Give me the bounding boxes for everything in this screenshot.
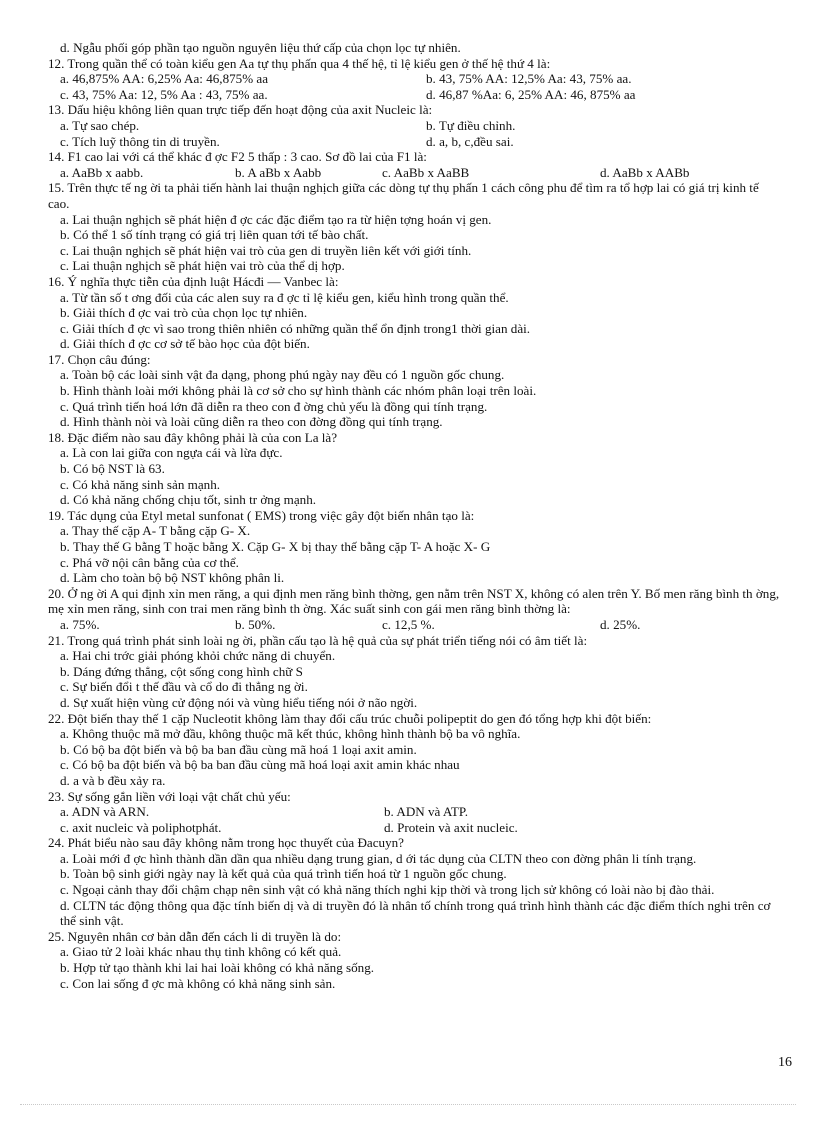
- question-15: 15. Trên thực tế ng ời ta phải tiến hành lai thuận nghịch giữa các dòng tự thụ phấn 1 cách công phu để tìm ra tổ hợp lai có giá trị kinh tế cao.: [48, 180, 759, 211]
- answer-22a: a. Không thuộc mã mở đầu, không thuộc mã kết thúc, không hình thành bộ ba vô nghĩa.: [60, 726, 521, 742]
- answer-24b: b. Toàn bộ sinh giới ngày nay là kết quả của quá trình tiến hoá từ 1 nguồn gốc chung.: [60, 866, 507, 882]
- question-24: 24. Phát biểu nào sau đây không nằm trong học thuyết của Đacuyn?: [48, 835, 404, 851]
- answer-16a: a. Từ tần số t ơng đối của các alen suy ra đ ợc tỉ lệ kiểu gen, kiểu hình trong quần thể.: [60, 289, 509, 305]
- answer-19d: d. Làm cho toàn bộ bộ NST không phân li.: [60, 570, 285, 586]
- page-bottom-rule: [20, 1104, 796, 1105]
- question-16: 16. Ý nghĩa thực tiễn của định luật Hácđi — Vanbec là:: [48, 273, 339, 289]
- answer-15d: c. Lai thuận nghịch sẽ phát hiện vai trò của thể dị hợp.: [60, 258, 345, 274]
- answer-23b: b. ADN và ATP.: [384, 804, 469, 820]
- answer-24d: d. CLTN tác động thông qua đặc tính biến dị và di truyền đó là nhân tố chính trong quá trình hình thành các đặc điểm thích nghi trên cơ thể sinh vật.: [60, 897, 771, 929]
- question-18: 18. Đặc điểm nào sau đây không phải là của con La là?: [48, 429, 338, 445]
- answer-23c: c. axit nucleic và poliphotphát.: [60, 819, 222, 835]
- question-20: 20. Ở ng ời A qui định xỉn men răng, a qui định men răng bình thờng, gen nằm trên NST X, không có alen trên Y. Bố men răng bình th ờng, mẹ xỉn men răng, sinh con trai men răng bình th ờng. Xác suất sinh con gái men răng bình thờng là:: [48, 585, 780, 617]
- answer-14a: a. AaBb x aabb.: [60, 164, 144, 180]
- answer-13c: c. Tích luỹ thông tin di truyền.: [60, 133, 220, 149]
- question-12: 12. Trong quần thể có toàn kiểu gen Aa tự thụ phấn qua 4 thế hệ, tỉ lệ kiểu gen ở thế hệ thứ 4 là:: [48, 55, 551, 71]
- answer-15c: c. Lai thuận nghịch sẽ phát hiện vai trò của gen di truyền liên kết với giới tính.: [60, 242, 472, 258]
- answer-row: [48, 804, 783, 820]
- answer-16c: c. Giải thích đ ợc vì sao trong thiên nhiên có những quần thể ổn định trong1 thời gian dài.: [60, 320, 531, 336]
- answer-25c: c. Con lai sống đ ợc mà không có khả năng sinh sản.: [60, 975, 336, 991]
- answer-14c: c. AaBb x AaBB: [382, 164, 470, 180]
- document-body: [48, 40, 783, 991]
- answer-21d: d. Sự xuất hiện vùng cử động nói và vùng hiểu tiếng nói ở não ngời.: [60, 694, 418, 710]
- answer-row: [48, 134, 783, 150]
- answer-18c: c. Có khả năng sinh sản mạnh.: [60, 476, 221, 492]
- answer-14d: d. AaBb x AABb: [600, 164, 690, 180]
- answer-20c: c. 12,5 %.: [382, 616, 435, 632]
- answer-15a: a. Lai thuận nghịch sẽ phát hiện đ ợc các đặc điểm tạo ra từ hiện tợng hoán vị gen.: [60, 211, 492, 227]
- question-22: 22. Đột biến thay thế 1 cặp Nucleotit không làm thay đổi cấu trúc chuỗi polipeptit do gen đó tổng hợp khi đột biến:: [48, 710, 652, 726]
- answer-12a: a. 46,875% AA: 6,25% Aa: 46,875% aa: [60, 71, 269, 87]
- answer-16b: b. Giải thích đ ợc vai trò của chọn lọc tự nhiên.: [60, 305, 308, 321]
- answer-17c: c. Quá trình tiến hoá lớn đã diễn ra theo con đ ờng chủ yếu là đồng qui tính trạng.: [60, 398, 488, 414]
- answer-22d: d. a và b đều xảy ra.: [60, 772, 166, 788]
- answer-20a: a. 75%.: [60, 616, 100, 632]
- answer-13d: d. a, b, c,đều sai.: [426, 133, 514, 149]
- answer-16d: d. Giải thích đ ợc cơ sở tế bào học của đột biến.: [60, 336, 310, 352]
- answer-19b: b. Thay thế G bằng T hoặc bằng X. Cặp G- X bị thay thế bằng cặp T- A hoặc X- G: [60, 539, 491, 554]
- page-number: 16: [778, 1055, 792, 1070]
- answer-12c: c. 43, 75% Aa: 12, 5% Aa : 43, 75% aa.: [60, 86, 268, 102]
- answer-row: [48, 118, 783, 134]
- answer-25a: a. Giao tử 2 loài khác nhau thụ tinh không có kết quả.: [60, 944, 342, 960]
- answer-18a: a. Là con lai giữa con ngựa cái và lừa đực.: [60, 445, 283, 461]
- answer-22c: c. Có bộ ba đột biến và bộ ba ban đầu cùng mã hoá loại axit amin khác nhau: [60, 757, 460, 773]
- answer-21a: a. Hai chi trớc giải phóng khỏi chức năng di chuyển.: [60, 648, 336, 664]
- answer-24c: c. Ngoại cảnh thay đổi chậm chạp nên sinh vật có khả năng thích nghi kịp thời và trong lịch sử không có loài nào bị đào thải.: [60, 882, 715, 898]
- answer-18b: b. Có bộ NST là 63.: [60, 461, 165, 477]
- question-21: 21. Trong quá trình phát sinh loài ng ời, phần cấu tạo là hệ quả của sự phát triển tiếng nói có âm tiết là:: [48, 632, 588, 648]
- answer-17b: b. Hình thành loài mới không phải là cơ sở cho sự hình thành các nhóm phân loại trên loài.: [60, 383, 537, 399]
- answer-17d: d. Hình thành nòi và loài cũng diễn ra theo con đờng đồng qui tính trạng.: [60, 414, 443, 430]
- answer-14b: b. A aBb x Aabb: [235, 164, 322, 180]
- answer-24a: a. Loài mới đ ợc hình thành dần dần qua nhiều dạng trung gian, d ới tác dụng của CLTN theo con đờng phân li tính trạng.: [60, 850, 697, 866]
- answer-13a: a. Tự sao chép.: [60, 117, 140, 133]
- answer-row: [48, 165, 783, 181]
- answer-12b: b. 43, 75% AA: 12,5% Aa: 43, 75% aa.: [426, 71, 632, 87]
- answer-row: [48, 820, 783, 836]
- answer-12d: d. 46,87 %Aa: 6, 25% AA: 46, 875% aa: [426, 86, 636, 102]
- answer-22b: b. Có bộ ba đột biến và bộ ba ban đầu cùng mã hoá 1 loại axit amin.: [60, 741, 417, 757]
- answer-21c: c. Sự biến đổi t thế đầu và cổ do đi thẳng ng ời.: [60, 679, 308, 695]
- answer-25b: b. Hợp tử tạo thành khi lai hai loài không có khả năng sống.: [60, 960, 375, 976]
- question-13: 13. Dấu hiệu không liên quan trực tiếp đến hoạt động của axit Nucleic là:: [48, 102, 433, 118]
- answer-21b: b. Dáng đứng thẳng, cột sống cong hình chữ S: [60, 663, 303, 679]
- question-23: 23. Sự sống gắn liền với loại vật chất chủ yếu:: [48, 788, 291, 804]
- answer-23a: a. ADN và ARN.: [60, 804, 150, 820]
- answer-19c: c. Phá vỡ nội cân bằng của cơ thể.: [60, 554, 239, 570]
- question-19: 19. Tác dụng của Etyl metal sunfonat ( EMS) trong việc gây đột biến nhân tạo là:: [48, 507, 475, 523]
- question-25: 25. Nguyên nhân cơ bản dẫn đến cách li di truyền là do:: [48, 928, 342, 944]
- answer-row: [48, 71, 783, 87]
- question-14: 14. F1 cao lai với cá thể khác đ ợc F2 5 thấp : 3 cao. Sơ đồ lai của F1 là:: [48, 149, 427, 165]
- answer-20b: b. 50%.: [235, 616, 276, 632]
- answer-19a: a. Thay thế cặp A- T bằng cặp G- X.: [60, 523, 251, 539]
- answer-18d: d. Có khả năng chống chịu tốt, sinh tr ởng mạnh.: [60, 492, 317, 508]
- question-17: 17. Chọn câu đúng:: [48, 351, 151, 367]
- answer-23d: d. Protein và axit nucleic.: [384, 819, 518, 835]
- answer-row: [48, 617, 783, 633]
- answer-15b: b. Có thể 1 số tính trạng có giá trị liên quan tới tế bào chất.: [60, 227, 369, 243]
- answer-row: [48, 87, 783, 103]
- answer-line: d. Ngẫu phối góp phần tạo nguồn nguyên liệu thứ cấp của chọn lọc tự nhiên.: [60, 40, 461, 55]
- answer-20d: d. 25%.: [600, 616, 641, 632]
- answer-13b: b. Tự điều chỉnh.: [426, 117, 516, 133]
- answer-17a: a. Toàn bộ các loài sinh vật đa dạng, phong phú ngày nay đều có 1 nguồn gốc chung.: [60, 367, 505, 383]
